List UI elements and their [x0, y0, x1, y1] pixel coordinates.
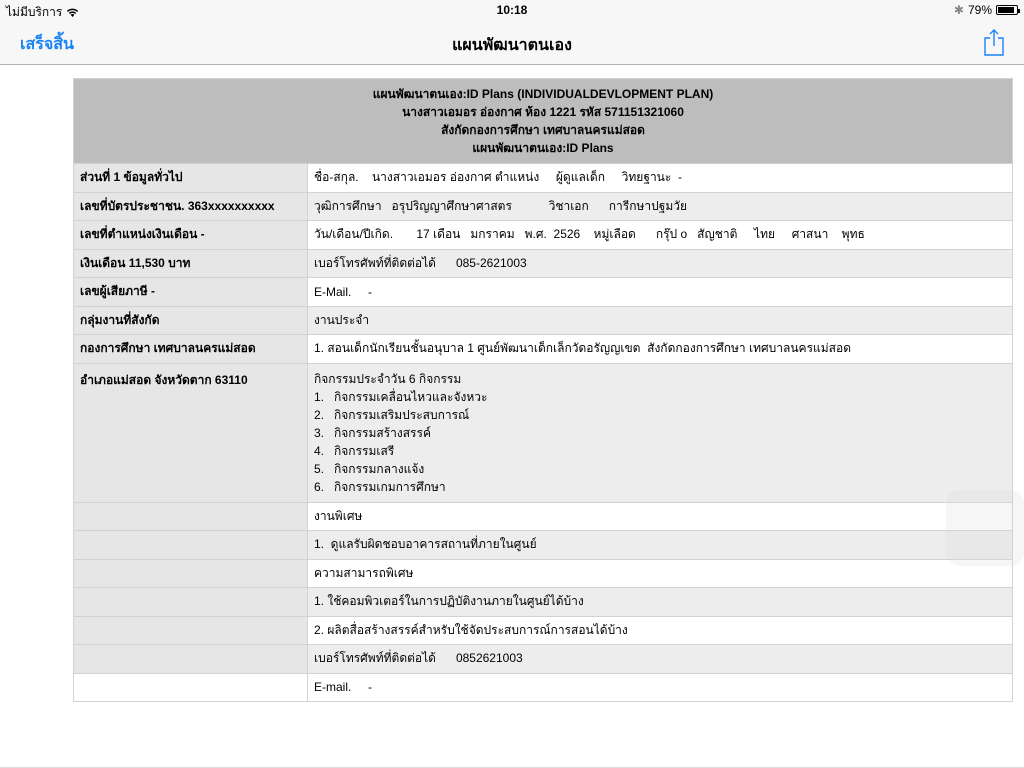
activity-item [314, 442, 1006, 460]
row-value: ชื่อ-สกุล. นางสาวเอมอร อ่องกาศ ตำแหน่ง ผู้ดูแลเด็ก วิทยฐานะ - [308, 164, 1013, 193]
carrier-label: ไม่มีบริการ [6, 5, 63, 19]
table-row [74, 306, 1013, 335]
table-row [74, 278, 1013, 307]
table-header-row [74, 79, 1013, 164]
table-row [74, 531, 1013, 560]
row-label: เลขที่บัตรประชาชน. 363xxxxxxxxxx [74, 192, 308, 221]
activity-text: กิจกรรมเสรี [334, 443, 395, 458]
header-line-affiliation: สังกัดกองการศึกษา เทศบาลนครแม่สอด [441, 123, 645, 137]
row-value: เบอร์โทรศัพท์ที่ติดต่อได้ 0852621003 [308, 645, 1013, 674]
bluetooth-icon: ✱ [953, 3, 964, 17]
activity-number: 1. [314, 389, 325, 404]
activity-text: กิจกรรมเสริมประสบการณ์ [334, 407, 470, 422]
share-button[interactable] [983, 28, 1005, 56]
row-value: 1. สอนเด็กนักเรียนชั้นอนุบาล 1 ศูนย์พัฒนาเด็กเล็กวัดอรัญญเขต สังกัดกองการศึกษา เทศบาลนครแม่สอด [308, 335, 1013, 364]
table-row [74, 645, 1013, 674]
table-row [74, 616, 1013, 645]
row-label-empty [74, 531, 308, 560]
plan-header [74, 79, 1013, 164]
row-value: E-Mail. - [308, 278, 1013, 307]
share-icon [983, 28, 1005, 56]
row-value: เบอร์โทรศัพท์ที่ติดต่อได้ 085-2621003 [308, 249, 1013, 278]
row-value: 1. ใช้คอมพิวเตอร์ในการปฏิบัติงานภายในศูนย์ได้บ้าง [308, 588, 1013, 617]
row-label: กลุ่มงานที่สังกัด [74, 306, 308, 335]
row-label: เงินเดือน 11,530 บาท [74, 249, 308, 278]
row-label-empty [74, 502, 308, 531]
row-value: งานพิเศษ [308, 502, 1013, 531]
row-label: ส่วนที่ 1 ข้อมูลทั่วไป [74, 164, 308, 193]
status-right [954, 3, 1018, 17]
activity-number: 5. [314, 461, 325, 476]
table-row [74, 502, 1013, 531]
row-value: 2. ผลิตสื่อสร้างสรรค์สำหรับใช้จัดประสบการณ์การสอนได้บ้าง [308, 616, 1013, 645]
activity-number: 4. [314, 443, 325, 458]
activity-number: 6. [314, 479, 325, 494]
activity-text: กิจกรรมกลางแจ้ง [334, 461, 425, 476]
development-plan-table [73, 78, 1013, 702]
row-label-empty [74, 645, 308, 674]
activities-list [308, 363, 1013, 502]
row-value: E-mail. - [308, 673, 1013, 702]
row-label-empty [74, 588, 308, 617]
activity-text: กิจกรรมเกมการศึกษา [334, 479, 446, 494]
clock: 10:18 [496, 3, 528, 17]
document-view[interactable] [0, 66, 1024, 768]
activity-item [314, 424, 1006, 442]
battery-icon [996, 5, 1018, 15]
row-value: ความสามารถพิเศษ [308, 559, 1013, 588]
activity-text: กิจกรรมสร้างสรรค์ [334, 425, 431, 440]
row-label-empty [74, 559, 308, 588]
activity-item [314, 478, 1006, 496]
activity-item [314, 388, 1006, 406]
table-row [74, 559, 1013, 588]
table-row [74, 164, 1013, 193]
activities-title: กิจกรรมประจำวัน 6 กิจกรรม [314, 371, 462, 386]
table-row [74, 192, 1013, 221]
activity-number: 2. [314, 407, 325, 422]
row-label: อำเภอแม่สอด จังหวัดตาก 63110 [74, 363, 308, 502]
row-label-empty [74, 616, 308, 645]
navigation-bar [0, 20, 1024, 65]
activity-item [314, 406, 1006, 424]
header-line-subtitle: แผนพัฒนาตนเอง:ID Plans [472, 141, 614, 155]
table-row [74, 221, 1013, 250]
header-line-title: แผนพัฒนาตนเอง:ID Plans (INDIVIDUALDEVLOPMENT PLAN) [372, 87, 714, 101]
page-title: แผนพัฒนาตนเอง [452, 37, 572, 54]
table-row [74, 673, 1013, 702]
row-label: กองการศึกษา เทศบาลนครแม่สอด [74, 335, 308, 364]
row-value: 1. ดูแลรับผิดชอบอาคารสถานที่ภายในศูนย์ [308, 531, 1013, 560]
table-row [74, 588, 1013, 617]
assistive-touch-button[interactable] [946, 490, 1024, 566]
activity-item [314, 460, 1006, 478]
table-row [74, 335, 1013, 364]
done-button[interactable]: เสร็จสิ้น [20, 36, 74, 53]
activity-number: 3. [314, 425, 325, 440]
battery-percent: 79% [967, 3, 992, 17]
activity-text: กิจกรรมเคลื่อนไหวและจังหวะ [334, 389, 488, 404]
status-bar [0, 0, 1024, 20]
row-value: วุฒิการศึกษา อรุปริญญาศึกษาศาสตร วิชาเอก การีกษาปฐมวัย [308, 192, 1013, 221]
row-value: งานประจำ [308, 306, 1013, 335]
table-row [74, 249, 1013, 278]
table-row-activities [74, 363, 1013, 502]
row-label: เลขที่ตำแหน่งเงินเดือน - [74, 221, 308, 250]
row-label: เลขผู้เสียภาษี - [74, 278, 308, 307]
header-line-name: นางสาวเอมอร อ่องกาศ ห้อง 1221 รหัส 571151321060 [402, 105, 684, 119]
row-value: วัน/เดือน/ปีเกิด. 17 เดือน มกราคม พ.ศ. 2526 หมู่เลือด กรุ๊ป o สัญชาติ ไทย ศาสนา พุทธ [308, 221, 1013, 250]
row-label-empty [74, 673, 308, 702]
